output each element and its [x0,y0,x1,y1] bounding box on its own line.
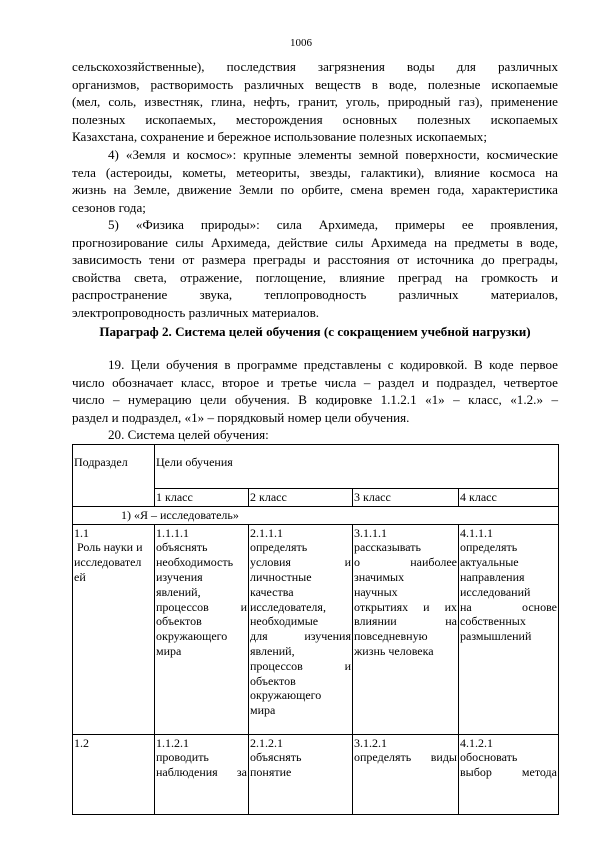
cell-line: явлений, [156,584,201,599]
text-line: сезонов года; [72,199,146,215]
cell-line: размышлений [460,629,532,644]
cell-line: 4.1.2.1 [460,735,493,750]
cell-line: для изучения [250,629,351,644]
page-number: 1006 [290,37,312,49]
section-title: 1) «Я – исследователь» [121,507,239,522]
cell-line: мира [156,643,182,658]
cell-line: жизнь человека [354,643,434,658]
cell-line: необходимость [156,555,234,570]
text-line: раздел и подраздел, «1» – порядковый номер цели обучения. [72,409,410,425]
grade-header-cell [459,489,559,507]
cell-line: условия и [250,555,351,570]
cell-line: объяснять [156,540,208,555]
cell-line: проводить [156,750,209,765]
text-line: полезных ископаемых, месторождения основных полезных ископаемых [72,111,558,127]
grade-header-cell [249,489,353,507]
cell-line: открытиях и их [354,599,457,614]
section-row [73,506,559,524]
text-line: число обозначает класс, второе и третье числа – раздел и подраздел, четвертое [72,374,558,390]
text-line: жизнь на Земле, движение Земли по орбите, смена времен года, характеристика [72,182,558,198]
subsection-cell [73,734,155,814]
cell-line: Роль науки и [74,540,143,555]
table-row [73,734,559,814]
cell-line: на основе [460,599,557,614]
cell-line: процессов и [250,658,351,673]
cell-line: изучения [156,569,203,584]
text-line: распространение звука, теплопроводность различных материалов, [72,287,558,303]
cell-line: о наиболее [354,555,457,570]
cell-line: влиянии на [354,614,457,629]
text-line: свойства света, отражение, поглощение, влияние преград на громкость и [72,269,558,285]
grade-3-header: 3 класс [354,490,391,504]
cell-line: значимых [354,569,405,584]
cell-line: 3.1.1.1 [354,525,387,540]
item-5-paragraph [72,216,558,322]
cell-line: 1.1 [74,525,89,540]
cell-line: явлений, [250,643,295,658]
cell-line: необходимые [250,614,319,629]
goal-cell-grade-1 [155,524,249,734]
cell-line: рассказывать [354,540,421,555]
cell-line: определять [250,540,308,555]
cell-line: повседневную [354,629,428,644]
goal-cell-grade-1 [155,734,249,814]
learning-goals-table [72,444,559,815]
cell-line: исследований [460,584,531,599]
cell-line: исследовател [74,555,142,570]
subsection-cell [73,524,155,734]
cell-line: 2.1.2.1 [250,735,283,750]
grade-header-cell [353,489,459,507]
text-line: сельскохозяйственные), последствия загрязнения воды для различных [72,59,558,74]
text-line: зависимость тени от размера преграды и расстояния от источника до преграды, [72,252,558,268]
grade-2-header: 2 класс [250,490,287,504]
text-line: Казахстана, сохранение и бережное использование полезных ископаемых; [72,129,487,145]
item-20-paragraph [72,426,558,444]
cell-line: мира [250,703,276,718]
table-header-row [73,445,559,489]
text-line: 4) «Земля и космос»: крупные элементы земной поверхности, космические [108,147,558,162]
text-line: 20. Система целей обучения: [108,427,269,442]
text-line: (мел, соль, известняк, глина, нефть, гранит, уголь, природный газ), применение [72,94,558,110]
goal-cell-grade-3 [353,734,459,814]
goal-cell-grade-4 [459,734,559,814]
subsection-header: Подраздел [74,455,128,469]
cell-line: собственных [460,614,526,629]
cell-line: определять [460,540,518,555]
goal-cell-grade-3 [353,524,459,734]
cell-line: ей [74,569,86,584]
cell-line: объяснять [250,750,302,765]
goal-cell-grade-4 [459,524,559,734]
cell-line: научных [354,584,398,599]
cell-line: направления [460,569,525,584]
item-4-paragraph [72,146,558,216]
goal-cell-grade-2 [249,734,353,814]
grade-header-cell [155,489,249,507]
text-line: 19. Цели обучения в программе представлены с кодировкой. В коде первое [108,357,558,372]
cell-line: 3.1.2.1 [354,735,387,750]
goal-cell-grade-2 [249,524,353,734]
cell-line: окружающего [250,688,322,703]
cell-line: исследователя, [250,599,326,614]
cell-line: объектов [156,614,202,629]
cell-line: 1.1.2.1 [156,735,189,750]
section-heading: Параграф 2. Система целей обучения (с сокращением учебной нагрузки) [99,324,531,339]
goals-header-cell [155,445,559,489]
intro-paragraph [72,58,558,146]
text-line: электропроводность различных материалов. [72,304,320,320]
cell-line: актуальные [460,555,519,570]
cell-line: наблюдения за [156,765,247,780]
goals-header: Цели обучения [156,455,233,469]
grade-1-header: 1 класс [156,490,193,504]
subsection-header-cell [73,445,155,507]
cell-line: 1.1.1.1 [156,525,189,540]
text-line: прогнозирование силы Архимеда, действие силы Архимеда на предметы в воде, [72,234,558,250]
text-line: число – нумерацию цели обучения. В кодировке 1.1.2.1 «1» – класс, «1.2.» – [72,392,558,408]
table-row [73,524,559,734]
cell-line: 1.2 [74,735,89,750]
grade-4-header: 4 класс [460,490,497,504]
cell-line: процессов и [156,599,247,614]
cell-line: 2.1.1.1 [250,525,283,540]
cell-line: 4.1.1.1 [460,525,493,540]
cell-line: обосновать [460,750,518,765]
text-line: организмов, растворимость различных веществ в воде, полезные ископаемые [72,76,558,92]
cell-line: личностные [250,569,312,584]
cell-line: определять виды [354,750,457,765]
item-19-paragraph [72,356,558,426]
cell-line: объектов [250,673,296,688]
cell-line: выбор метода [460,765,557,780]
cell-line: понятие [250,765,292,780]
section-cell [73,506,559,524]
cell-line: окружающего [156,629,228,644]
text-line: тела (астероиды, кометы, метеориты, звезды, галактики), влияние космоса на [72,164,558,180]
cell-line: качества [250,584,294,599]
text-line: 5) «Физика природы»: сила Архимеда, примеры ее проявления, [108,217,558,232]
